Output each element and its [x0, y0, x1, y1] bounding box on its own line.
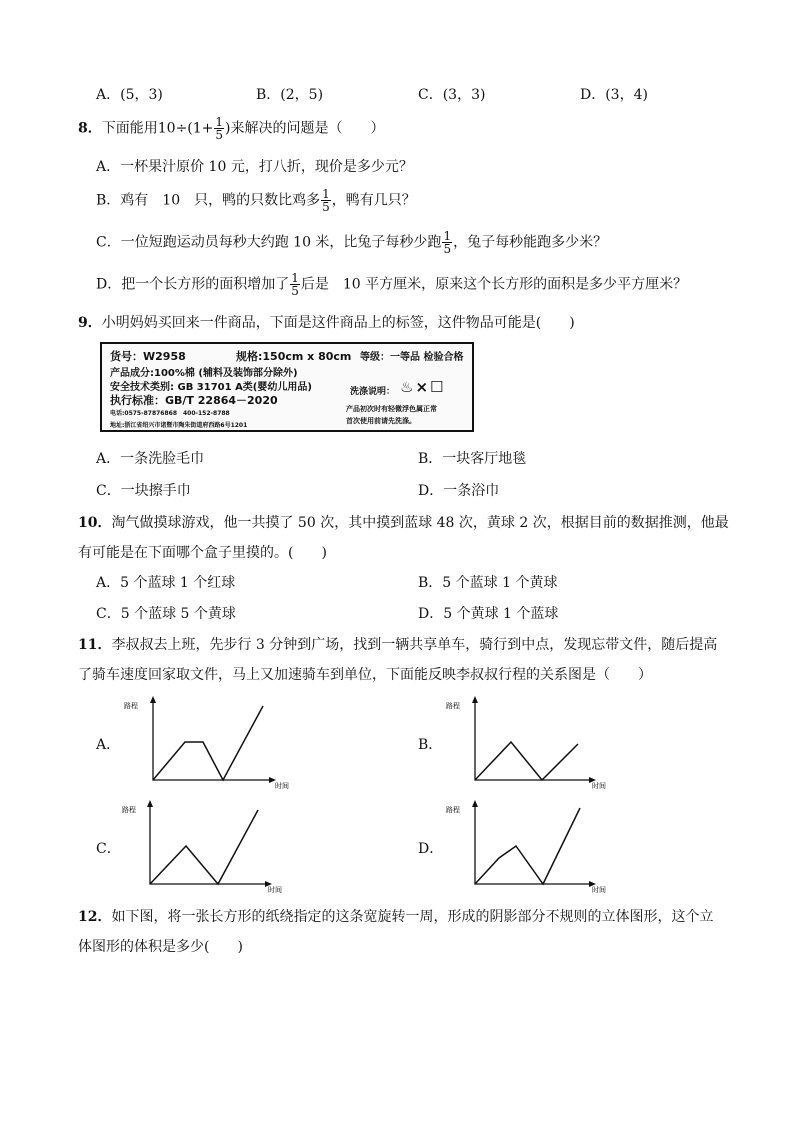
q8-option-c[interactable]: C．一位短跑运动员每秒大约跑 10 米，比兔子每秒少跑 $\frac{1}{5}$ ，兔子每秒能跑多少米？: [96, 229, 608, 256]
q10-stem-line1: 10．淘气做摸球游戏，他一共摸了 50 次，其中摸到蓝球 48 次，黄球 2 次，根据目前的数据推测，他最: [78, 515, 729, 531]
graph-a-ylabel: 路程: [124, 702, 138, 710]
label-phone: 电话:0575-87876868 400-152-8788: [110, 410, 230, 417]
q10-option-d[interactable]: D．5 个黄球 1 个蓝球: [418, 606, 559, 622]
fraction-one-fifth: $\frac{1}{5}$: [215, 115, 224, 142]
product-label-image: [100, 342, 474, 432]
q8-option-a[interactable]: A．一杯果汁原价 10 元，打八折，现价是多少元？: [96, 159, 413, 175]
fraction-one-fifth: $\frac{1}{5}$: [443, 229, 452, 256]
q8-stem: [78, 116, 385, 141]
q9-option-b[interactable]: B．一块客厅地毯: [418, 451, 527, 467]
label-standard: 执行标准：GB/T 22864－2020: [110, 394, 278, 407]
question-number: 12．: [78, 909, 112, 925]
wash-care-icons: ♨⨯☐: [400, 378, 446, 396]
q7-option-d[interactable]: D．(3，4): [580, 87, 648, 103]
graph-b-ylabel: 路程: [446, 702, 460, 710]
q11-option-b[interactable]: B．: [418, 737, 443, 753]
graph-d-xlabel: 时间: [592, 886, 606, 894]
label-address: 地址:浙江省绍兴市诸暨市陶朱街道府西路6号1201: [110, 422, 248, 429]
q9-option-d[interactable]: D．一条浴巾: [418, 483, 500, 499]
graph-a[interactable]: [118, 696, 289, 790]
graph-b[interactable]: [440, 696, 606, 790]
q11-stem-line1: 11．李叔叔去上班，先步行 3 分钟到广场，找到一辆共享单车，骑行到中点，发现忘带文件，随后提高: [78, 637, 718, 653]
q8-option-b[interactable]: B．鸡有 10 只，鸭的只数比鸡多 $\frac{1}{5}$ ，鸭有几只？: [96, 187, 416, 214]
q8-option-d[interactable]: D．把一个长方形的面积增加了 $\frac{1}{5}$ 后是 10 平方厘米，原来这个长方形的面积是多少平方厘米？: [96, 271, 688, 298]
q11-stem-line2: 了骑车速度回家取文件，马上又加速骑车到单位，下面能反映李叔叔行程的关系图是（ ）: [78, 667, 652, 683]
graph-d[interactable]: [440, 800, 606, 894]
label-wash-note: 首次使用前请先洗涤。: [346, 417, 416, 425]
label-composition: 产品成分:100%棉 (辅料及装饰部分除外): [110, 368, 298, 379]
label-grade: 等级：一等品 检验合格: [360, 352, 464, 363]
q10-option-b[interactable]: B．5 个蓝球 1 个黄球: [418, 575, 558, 591]
graph-c-ylabel: 路程: [122, 806, 136, 814]
q11-option-d[interactable]: D．: [418, 841, 444, 857]
question-number: 8．: [78, 120, 102, 137]
graph-b-line: [475, 742, 578, 780]
graph-c-line: [150, 810, 258, 884]
q11-option-a[interactable]: A．: [96, 737, 121, 753]
q12-stem-line1: 12．如下图，将一张长方形的纸绕指定的这条宽旋转一周，形成的阴影部分不规则的立体图形，这个立: [78, 909, 714, 925]
graph-a-line: [153, 706, 263, 780]
question-number: 9．: [78, 315, 102, 331]
q10-stem-line2: 有可能是在下面哪个盒子里摸的。( ): [78, 545, 327, 561]
fraction-one-fifth: $\frac{1}{5}$: [322, 187, 330, 214]
label-wash-note: 产品初次时有轻微浮色属正常: [346, 405, 437, 413]
q9-option-c[interactable]: C．一块擦手巾: [96, 483, 191, 499]
graph-c-xlabel: 时间: [268, 886, 282, 894]
question-number: 11．: [78, 637, 112, 653]
q7-option-c[interactable]: C．(3，3): [418, 87, 486, 103]
q12-stem-line2: 体图形的体积是多少( ): [78, 939, 243, 955]
label-wash-title: 洗涤说明：: [350, 387, 396, 397]
q7-option-b[interactable]: B．(2，5): [256, 87, 324, 103]
q10-option-a[interactable]: A．5 个蓝球 1 个红球: [96, 575, 236, 591]
graph-b-xlabel: 时间: [592, 782, 606, 790]
graph-d-line: [475, 808, 580, 884]
label-item-number: 货号：W2958: [110, 350, 186, 363]
q8-stem-text: 下面能用10÷(1+: [101, 120, 214, 137]
graph-a-xlabel: 时间: [275, 782, 289, 790]
fraction-one-fifth: $\frac{1}{5}$: [291, 271, 299, 298]
graph-d-ylabel: 路程: [446, 806, 460, 814]
q10-option-c[interactable]: C．5 个蓝球 5 个黄球: [96, 606, 236, 622]
q8-stem-text-end: )来解决的问题是（ ）: [225, 120, 385, 137]
label-size: 规格:150cm x 80cm: [236, 350, 352, 363]
q9-stem: 9．小明妈妈买回来一件商品，下面是这件商品上的标签，这件物品可能是( ): [78, 315, 575, 331]
q9-option-a[interactable]: A．一条洗脸毛巾: [96, 451, 205, 467]
label-safety-category: 安全技术类别: GB 31701 A类(婴幼儿用品): [110, 382, 312, 393]
question-number: 10．: [78, 515, 112, 531]
graph-c[interactable]: [118, 800, 282, 894]
q7-option-a[interactable]: A．(5，3): [96, 87, 163, 103]
q11-option-c[interactable]: C．: [96, 841, 121, 857]
